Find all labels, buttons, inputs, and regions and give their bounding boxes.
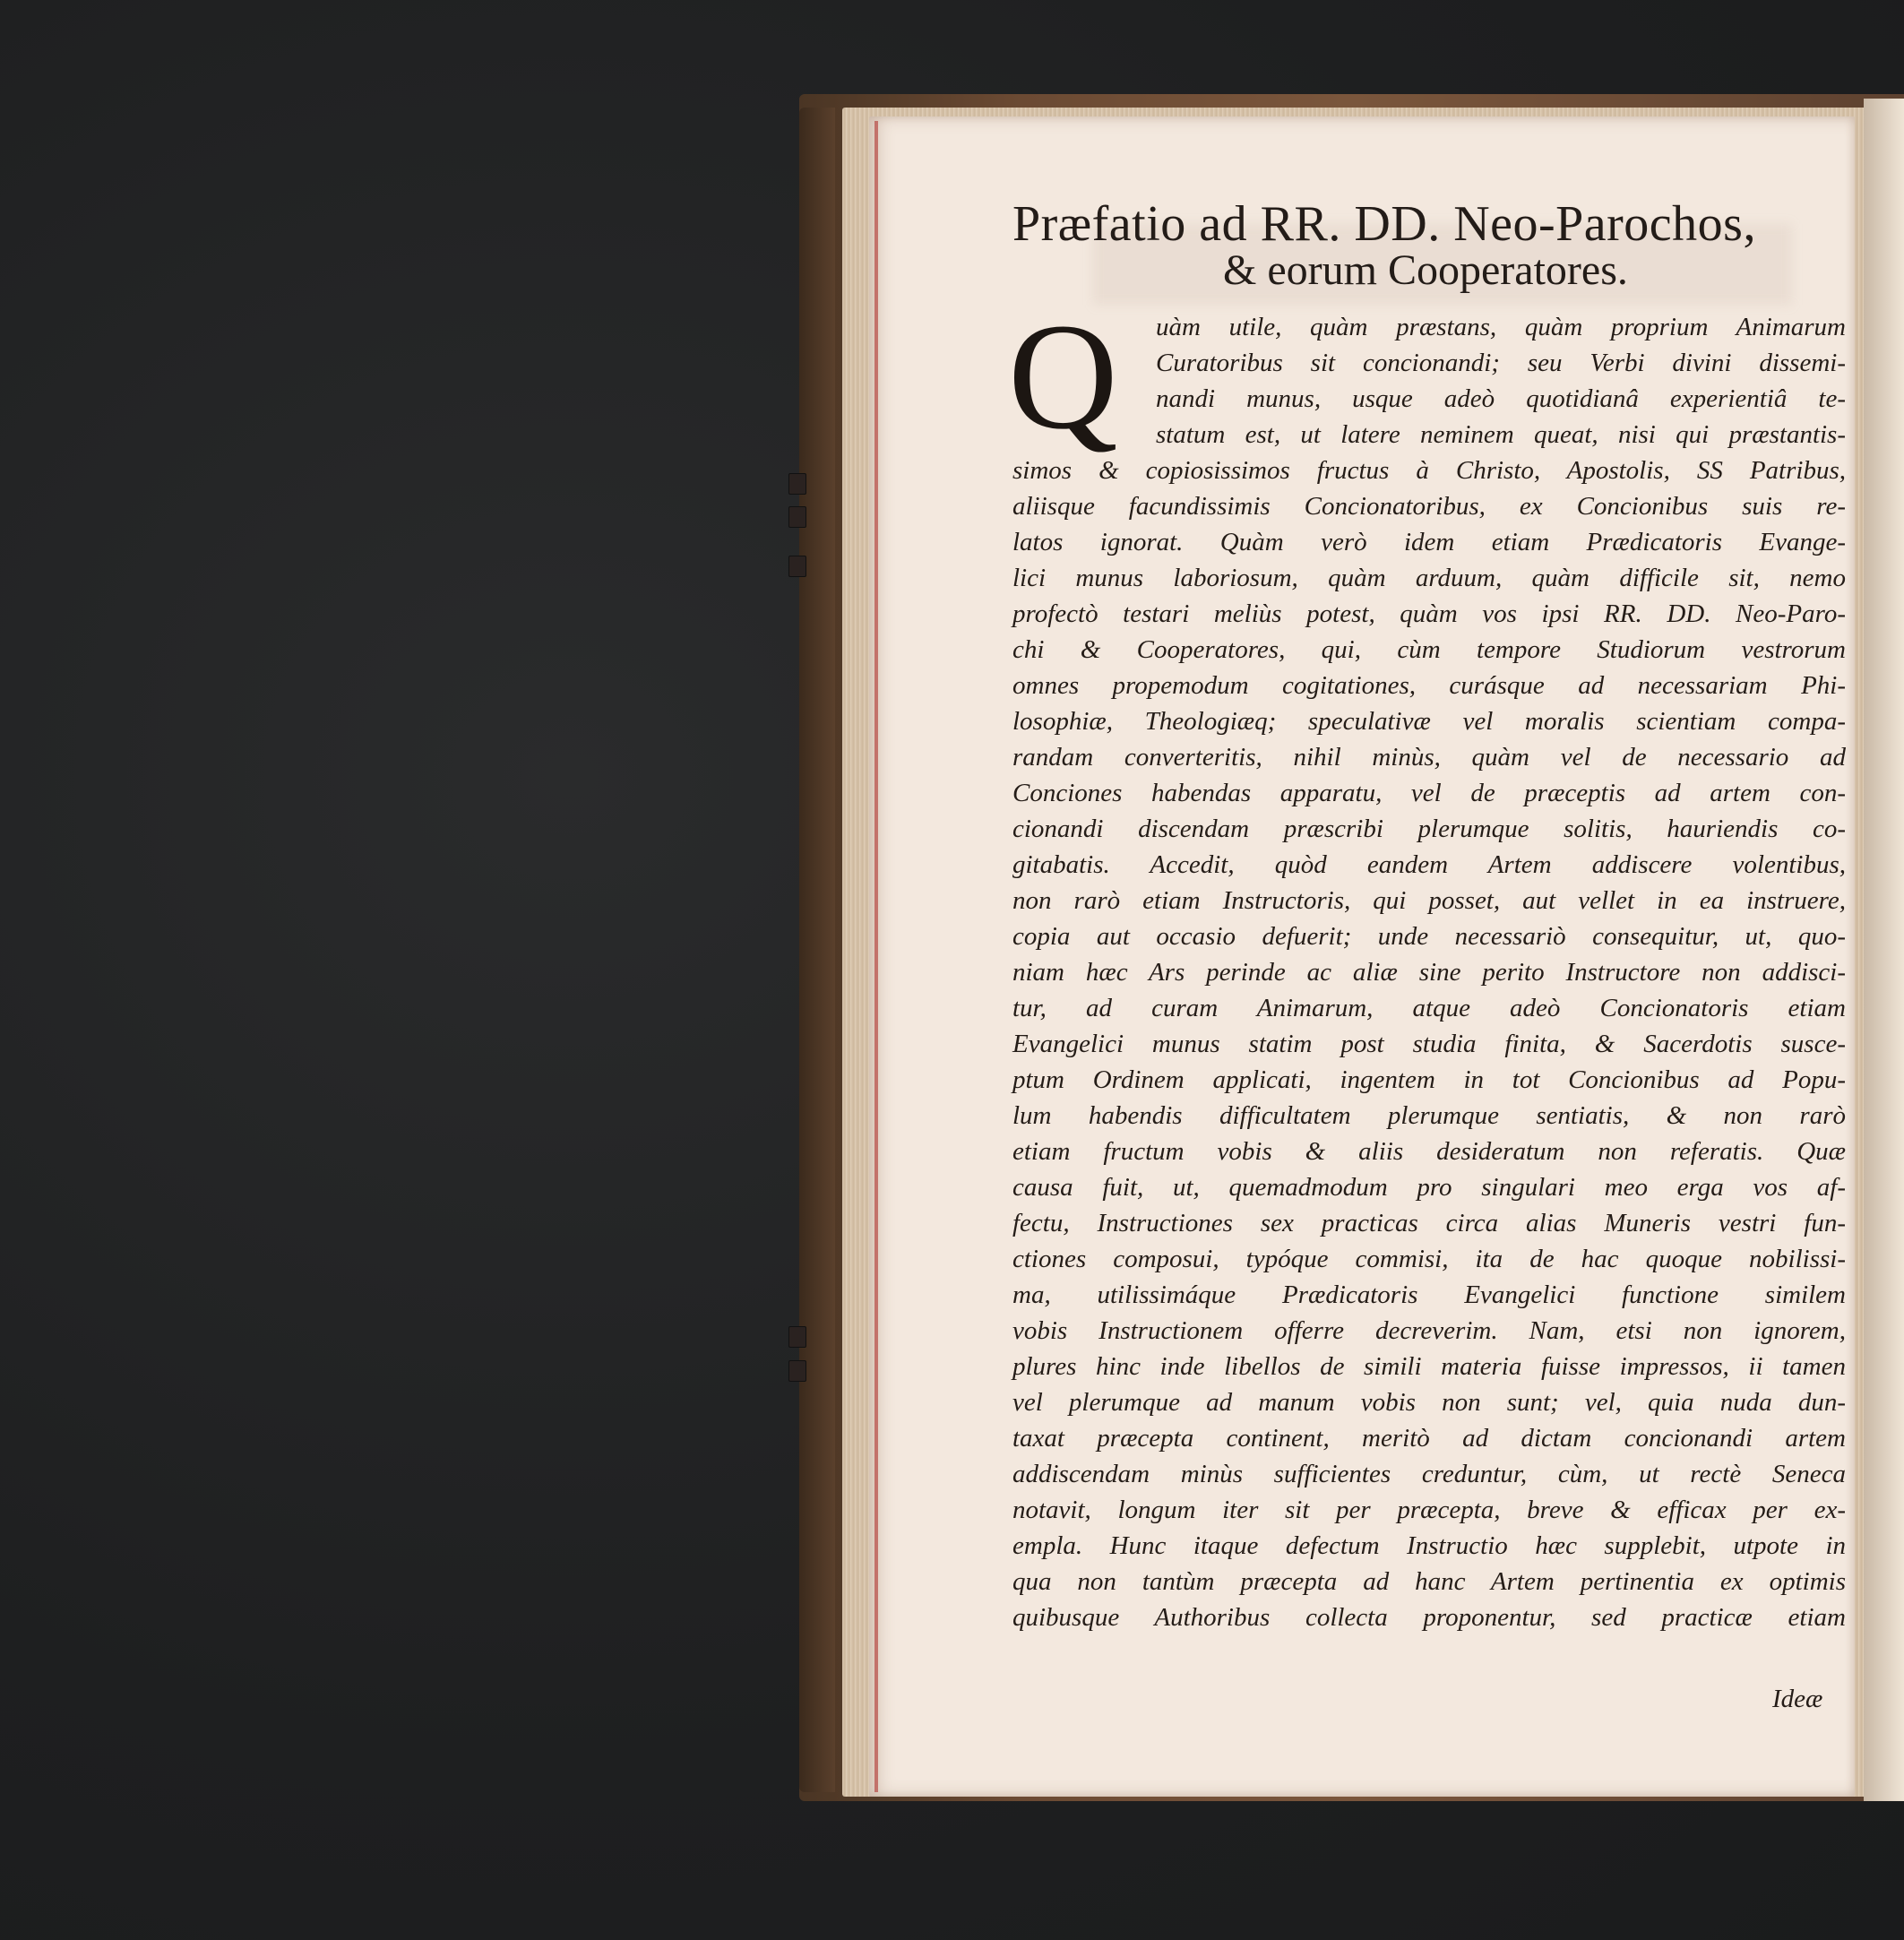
text-line: Conciones habendas apparatu, vel de præceptis ad artem con- <box>1012 779 1846 807</box>
text-line: gitabatis. Accedit, quòd eandem Artem addiscere volentibus, <box>1012 850 1846 879</box>
book-spine <box>799 108 835 1792</box>
text-line: losophiæ, Theologiæq; speculativæ vel moralis scientiam compa- <box>1012 707 1846 736</box>
page-title: Præfatio ad RR. DD. Neo-Parochos, <box>1012 196 1756 252</box>
catchword: Ideæ <box>1772 1685 1823 1713</box>
text-line: uàm utile, quàm præstans, quàm proprium Animarum <box>1156 313 1846 341</box>
text-line: profectò testari meliùs potest, quàm vos ipsi RR. DD. Neo-Paro- <box>1012 599 1846 628</box>
text-line: omnes propemodum cogitationes, curásque ad necessariam Phi- <box>1012 671 1846 700</box>
clasp-top-lower-icon <box>788 506 806 528</box>
red-page-edge <box>874 121 878 1792</box>
text-line: nandi munus, usque adeò quotidianâ experientiâ te- <box>1156 384 1846 413</box>
text-line: quibusque Authoribus collecta proponentur, sed practicæ etiam <box>1012 1603 1846 1632</box>
drop-cap: Q <box>1008 292 1118 461</box>
text-line: qua non tantùm præcepta ad hanc Artem pertinentia ex optimis <box>1012 1567 1846 1596</box>
text-line: niam hæc Ars perinde ac aliæ sine perito Instructore non addisci- <box>1012 958 1846 987</box>
text-line: vobis Instructionem offerre decreverim. Nam, etsi non ignorem, <box>1012 1316 1846 1345</box>
text-line: tur, ad curam Animarum, atque adeò Concionatoris etiam <box>1012 994 1846 1022</box>
text-line: lum habendis difficultatem plerumque sentiatis, & non rarò <box>1012 1101 1846 1130</box>
text-line: randam converteritis, nihil minùs, quàm vel de necessario ad <box>1012 743 1846 772</box>
text-line: latos ignorat. Quàm verò idem etiam Prædicatoris Evange- <box>1012 528 1846 556</box>
text-line: etiam fructum vobis & aliis desideratum non referatis. Quæ <box>1012 1137 1846 1166</box>
text-line: chi & Cooperatores, qui, cùm tempore Studiorum vestrorum <box>1012 635 1846 664</box>
clasp-bottom-icon <box>788 1326 806 1348</box>
text-line: notavit, longum iter sit per præcepta, breve & efficax per ex- <box>1012 1496 1846 1524</box>
text-line: copia aut occasio defuerit; unde necessariò consequitur, ut, quo- <box>1012 922 1846 951</box>
text-line: taxat præcepta continent, meritò ad dictam concionandi artem <box>1012 1424 1846 1453</box>
text-line: ma, utilissimáque Prædicatoris Evangelici functione similem <box>1012 1280 1846 1309</box>
text-line: ctiones composui, typóque commisi, ita de hac quoque nobilissi- <box>1012 1245 1846 1273</box>
text-line: vel plerumque ad manum vobis non sunt; vel, quia nuda dun- <box>1012 1388 1846 1417</box>
clasp-top-icon <box>788 473 806 495</box>
text-line: non rarò etiam Instructoris, qui posset, aut vellet in ea instruere, <box>1012 886 1846 915</box>
text-line: fectu, Instructiones sex practicas circa alias Muneris vestri fun- <box>1012 1209 1846 1237</box>
text-line: causa fuit, ut, quemadmodum pro singulari meo erga vos af- <box>1012 1173 1846 1202</box>
text-line: plures hinc inde libellos de simili materia fuisse impressos, ii tamen <box>1012 1352 1846 1381</box>
text-line: ptum Ordinem applicati, ingentem in tot Concionibus ad Popu- <box>1012 1065 1846 1094</box>
text-line: aliisque facundissimis Concionatoribus, ex Concionibus suis re- <box>1012 492 1846 521</box>
clasp-middle-icon <box>788 556 806 577</box>
text-line: empla. Hunc itaque defectum Instructio hæc supplebit, utpote in <box>1012 1531 1846 1560</box>
text-line: Curatoribus sit concionandi; seu Verbi divini dissemi- <box>1156 349 1846 377</box>
clasp-bottom-lower-icon <box>788 1360 806 1382</box>
facing-page-edge <box>1864 99 1904 1801</box>
text-line: simos & copiosissimos fructus à Christo, Apostolis, SS Patribus, <box>1012 456 1846 485</box>
text-line: cionandi discendam præscribi plerumque solitis, hauriendis co- <box>1012 815 1846 843</box>
text-line: addiscendam minùs sufficientes creduntur, cùm, ut rectè Seneca <box>1012 1460 1846 1488</box>
text-line: Evangelici munus statim post studia finita, & Sacerdotis susce- <box>1012 1030 1846 1058</box>
text-line: lici munus laboriosum, quàm arduum, quàm difficile sit, nemo <box>1012 564 1846 592</box>
page-subtitle: & eorum Cooperatores. <box>1223 246 1628 294</box>
text-line: statum est, ut latere neminem queat, nisi qui præstantis- <box>1156 420 1846 449</box>
